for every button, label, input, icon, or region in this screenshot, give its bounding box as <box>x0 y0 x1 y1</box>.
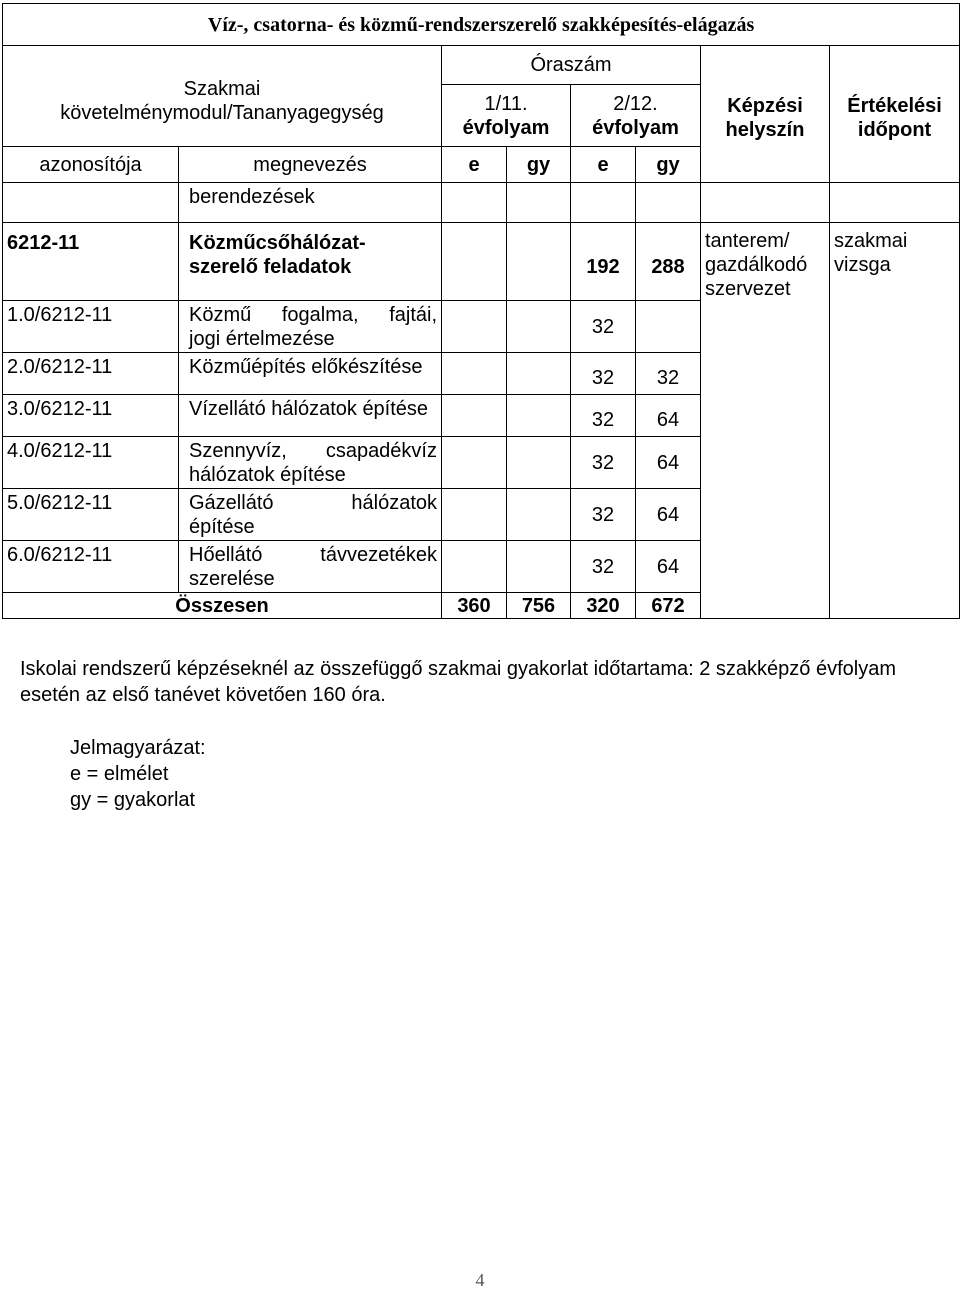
carryover-gy1 <box>507 183 571 223</box>
location-header <box>701 46 830 183</box>
year1-header-line1: 1/11. <box>484 92 528 115</box>
row5-name-line2: építése <box>189 516 255 538</box>
row4-id: 4.0/6212-11 <box>3 437 179 489</box>
table-title: Víz-, csatorna- és közmű-rendszerszerelő szakképesítés-elágazás <box>3 4 960 46</box>
curriculum-table <box>2 3 960 619</box>
legend-title: Jelmagyarázat: <box>70 737 206 759</box>
module-eval-line2: vizsga <box>834 254 891 276</box>
year1-header <box>442 85 571 147</box>
row3-name-line1: Vízellátó hálózatok építése <box>189 398 429 420</box>
year1-header-line2: évfolyam <box>462 116 550 139</box>
total-gy2: 672 <box>636 593 701 619</box>
row2-gy1 <box>507 353 571 395</box>
legend-e-definition: e = elmélet <box>70 763 169 785</box>
module-eval <box>830 223 960 619</box>
row5-gy1 <box>507 489 571 541</box>
module-header-cell <box>3 46 442 147</box>
e2-header: e <box>571 147 636 183</box>
row4-name-line2: hálózatok építése <box>189 464 346 486</box>
module-header-line2: követelménymodul/Tananyagegység <box>60 102 384 124</box>
legend <box>70 735 206 813</box>
row5-name-line1: Gázellátó hálózatok <box>189 492 437 514</box>
module-eval-line1: szakmai <box>834 230 908 252</box>
row6-e1 <box>442 541 507 593</box>
row4-e1 <box>442 437 507 489</box>
row6-name-line1: Hőellátó távvezetékek <box>189 544 437 566</box>
hours-header: Óraszám <box>442 46 701 85</box>
practice-duration-note: Iskolai rendszerű képzéseknél az összefüggő szakmai gyakorlat időtartama: 2 szakképző évfolyam esetén az első tanévet követően 160 óra. <box>20 658 896 706</box>
module-name-line1: Közműcsőhálózat- <box>189 232 366 254</box>
gy1-header: gy <box>507 147 571 183</box>
row2-name <box>179 353 442 395</box>
name-header: megnevezés <box>179 147 442 183</box>
row3-e2: 32 <box>571 395 636 437</box>
row4-name <box>179 437 442 489</box>
legend-gy-definition: gy = gyakorlat <box>70 789 196 811</box>
row3-name <box>179 395 442 437</box>
row1-name <box>179 301 442 353</box>
row3-id: 3.0/6212-11 <box>3 395 179 437</box>
row1-name-line2: jogi értelmezése <box>189 328 335 350</box>
year2-header <box>571 85 701 147</box>
carryover-text: berendezések <box>179 183 442 223</box>
row2-id: 2.0/6212-11 <box>3 353 179 395</box>
carryover-e1 <box>442 183 507 223</box>
module-e1 <box>442 223 507 301</box>
row3-gy2: 64 <box>636 395 701 437</box>
row1-gy1 <box>507 301 571 353</box>
eval-header-line1: Értékelési <box>847 95 942 117</box>
row1-e2: 32 <box>571 301 636 353</box>
gy2-header: gy <box>636 147 701 183</box>
carryover-gy2 <box>636 183 701 223</box>
module-e2: 192 <box>571 223 636 301</box>
row1-gy2 <box>636 301 701 353</box>
carryover-location <box>701 183 830 223</box>
row1-e1 <box>442 301 507 353</box>
row2-gy2: 32 <box>636 353 701 395</box>
total-e1: 360 <box>442 593 507 619</box>
total-label: Összesen <box>3 593 442 619</box>
row5-gy2: 64 <box>636 489 701 541</box>
module-gy2: 288 <box>636 223 701 301</box>
row6-gy1 <box>507 541 571 593</box>
carryover-id-cell <box>3 183 179 223</box>
location-header-line2: helyszín <box>725 119 805 141</box>
module-location-line2: gazdálkodó <box>705 254 808 276</box>
row2-e2: 32 <box>571 353 636 395</box>
row3-gy1 <box>507 395 571 437</box>
module-location-line3: szervezet <box>705 278 791 300</box>
total-e2: 320 <box>571 593 636 619</box>
row6-id: 6.0/6212-11 <box>3 541 179 593</box>
id-header: azonosítója <box>3 147 179 183</box>
module-name <box>179 223 442 301</box>
module-name-line2: szerelő feladatok <box>189 256 352 278</box>
row2-e1 <box>442 353 507 395</box>
module-gy1 <box>507 223 571 301</box>
row5-e1 <box>442 489 507 541</box>
row6-name <box>179 541 442 593</box>
year2-header-line2: évfolyam <box>592 116 679 139</box>
location-header-line1: Képzési <box>727 95 803 117</box>
module-header-line1: Szakmai <box>183 78 261 100</box>
total-gy1: 756 <box>507 593 571 619</box>
eval-header <box>830 46 960 183</box>
carryover-eval <box>830 183 960 223</box>
row6-name-line2: szerelése <box>189 568 275 590</box>
row3-e1 <box>442 395 507 437</box>
row4-gy1 <box>507 437 571 489</box>
carryover-e2 <box>571 183 636 223</box>
row1-name-line1: Közmű fogalma, fajtái, <box>189 304 437 326</box>
row5-name <box>179 489 442 541</box>
row5-e2: 32 <box>571 489 636 541</box>
row4-gy2: 64 <box>636 437 701 489</box>
row5-id: 5.0/6212-11 <box>3 489 179 541</box>
row6-gy2: 64 <box>636 541 701 593</box>
module-id: 6212-11 <box>3 223 179 301</box>
e1-header: e <box>442 147 507 183</box>
page-number: 4 <box>475 1270 485 1290</box>
row6-e2: 32 <box>571 541 636 593</box>
row1-id: 1.0/6212-11 <box>3 301 179 353</box>
year2-header-line1: 2/12. <box>613 92 658 115</box>
row4-name-line1: Szennyvíz, csapadékvíz <box>189 440 437 462</box>
row4-e2: 32 <box>571 437 636 489</box>
eval-header-line2: időpont <box>857 119 932 141</box>
module-location-line1: tanterem/ <box>705 230 790 252</box>
module-location <box>701 223 830 619</box>
row2-name-line1: Közműépítés előkészítése <box>189 356 423 378</box>
